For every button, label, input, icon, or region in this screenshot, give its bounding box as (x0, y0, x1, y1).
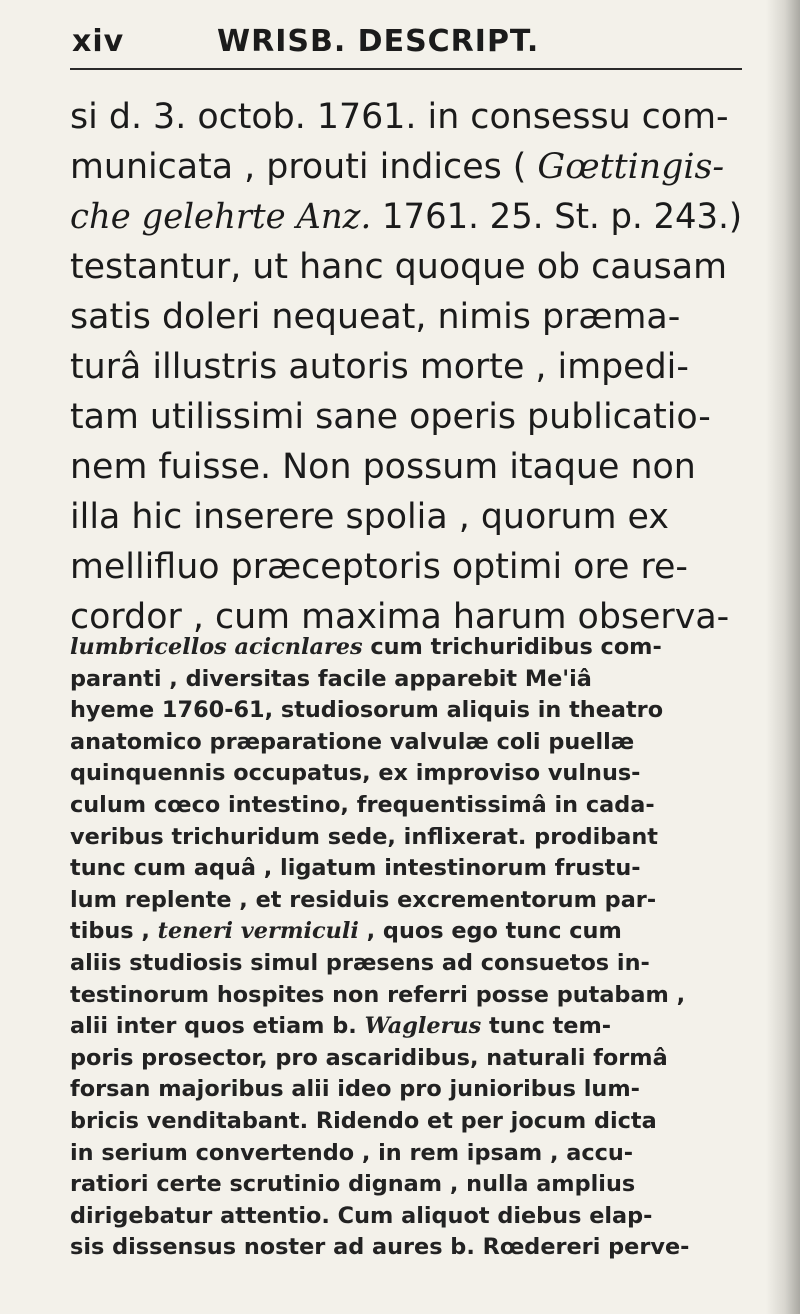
text-line (70, 542, 742, 592)
text-segment: poris prosector, pro ascaridibus, naturali formâ (70, 1044, 668, 1071)
text-segment: quinquennis occupatus, ex improviso vulnus- (70, 760, 641, 787)
text-line (70, 242, 742, 292)
text-segment: in serium convertendo , in rem ipsam , accu- (70, 1139, 634, 1166)
text-segment: lum replente , et residuis excrementorum par- (70, 886, 657, 913)
text-segment: , quos ego tunc cum (358, 918, 622, 945)
text-segment: culum cœco intestino, frequentissimâ in cada- (70, 791, 655, 818)
text-segment: anatomico præparatione valvulæ coli puellæ (70, 728, 635, 755)
footnote-line (70, 1232, 742, 1264)
footnote-line (70, 822, 742, 854)
footnote-line (70, 727, 742, 759)
text-segment: ratiori certe scrutinio dignam , nulla amplius (70, 1171, 636, 1198)
footnote (70, 632, 746, 1264)
footnote-line (70, 1201, 742, 1233)
text-line (70, 142, 742, 192)
text-segment: dirigebatur attentio. Cum aliquot diebus elap- (70, 1202, 653, 1229)
footnote-line (70, 885, 742, 917)
footnote-line (70, 790, 742, 822)
text-line (70, 342, 742, 392)
page-number: xiv (72, 24, 125, 59)
text-segment: tunc tem- (481, 1013, 612, 1040)
italic-text: Gœttingis- (537, 147, 725, 187)
footnote-line (70, 1074, 742, 1106)
text-line (70, 92, 742, 142)
italic-text: teneri vermiculi (157, 918, 359, 945)
footnote-line (70, 664, 742, 696)
text-segment: mellifluo præceptoris optimi ore re- (70, 547, 688, 587)
text-segment: municata , prouti indices ( (70, 147, 538, 187)
text-segment: veribus trichuridum sede, inflixerat. prodibant (70, 823, 658, 850)
footnote-line (70, 758, 742, 790)
text-segment: testinorum hospites non referri posse putabam , (70, 981, 686, 1008)
italic-text: Waglerus (364, 1013, 482, 1040)
text-line (70, 442, 742, 492)
footnote-line (70, 1138, 742, 1170)
text-segment: bricis venditabant. Ridendo et per jocum dicta (70, 1107, 657, 1134)
footnote-line (70, 1011, 742, 1043)
text-segment: illa hic inserere spolia , quorum ex (70, 497, 669, 537)
footnote-line (70, 916, 742, 948)
running-header (72, 24, 732, 68)
running-title: WRISB. DESCRIPT. (217, 24, 540, 59)
text-segment: alii inter quos etiam b. (70, 1013, 365, 1040)
footnote-line (70, 948, 742, 980)
text-segment: paranti , diversitas facile apparebit Me'iâ (70, 665, 592, 692)
text-segment: hyeme 1760-61, studiosorum aliquis in theatro (70, 697, 664, 724)
text-segment: turâ illustris autoris morte , impedi- (70, 347, 689, 387)
text-line (70, 292, 742, 342)
text-segment: nem fuisse. Non possum itaque non (70, 447, 696, 487)
footnote-line (70, 695, 742, 727)
text-segment: aliis studiosis simul præsens ad consuetos in- (70, 949, 650, 976)
main-paragraph (70, 92, 746, 642)
text-line (70, 492, 742, 542)
text-segment: tam utilissimi sane operis publicatio- (70, 397, 711, 437)
footnote-line (70, 1043, 742, 1075)
footnote-line (70, 1106, 742, 1138)
text-segment: cordor , cum maxima harum observa- (70, 597, 730, 637)
text-segment: cum trichuridibus com- (362, 634, 662, 660)
text-segment: 1761. 25. St. p. 243.) (371, 197, 743, 237)
text-line (70, 392, 742, 442)
text-segment: sis dissensus noster ad aures b. Rœdereri perve- (70, 1234, 690, 1261)
footnote-line (70, 632, 742, 664)
footnote-line (70, 853, 742, 885)
page-edge-shadow (766, 0, 800, 1314)
italic-text: lumbricellos acicnlares (70, 634, 363, 660)
text-segment: forsan majoribus alii ideo pro junioribus lum- (70, 1076, 640, 1103)
text-segment: tibus , (70, 918, 158, 945)
text-segment: testantur, ut hanc quoque ob causam (70, 247, 727, 287)
footnote-line (70, 1169, 742, 1201)
text-segment: tunc cum aquâ , ligatum intestinorum frustu- (70, 855, 641, 882)
text-segment: si d. 3. octob. 1761. in consessu com- (70, 97, 729, 137)
text-line (70, 192, 743, 242)
italic-text: che gelehrte Anz. (70, 197, 372, 237)
text-segment: satis doleri nequeat, nimis præma- (70, 297, 681, 337)
footnote-line (70, 980, 742, 1012)
header-rule (70, 68, 742, 70)
